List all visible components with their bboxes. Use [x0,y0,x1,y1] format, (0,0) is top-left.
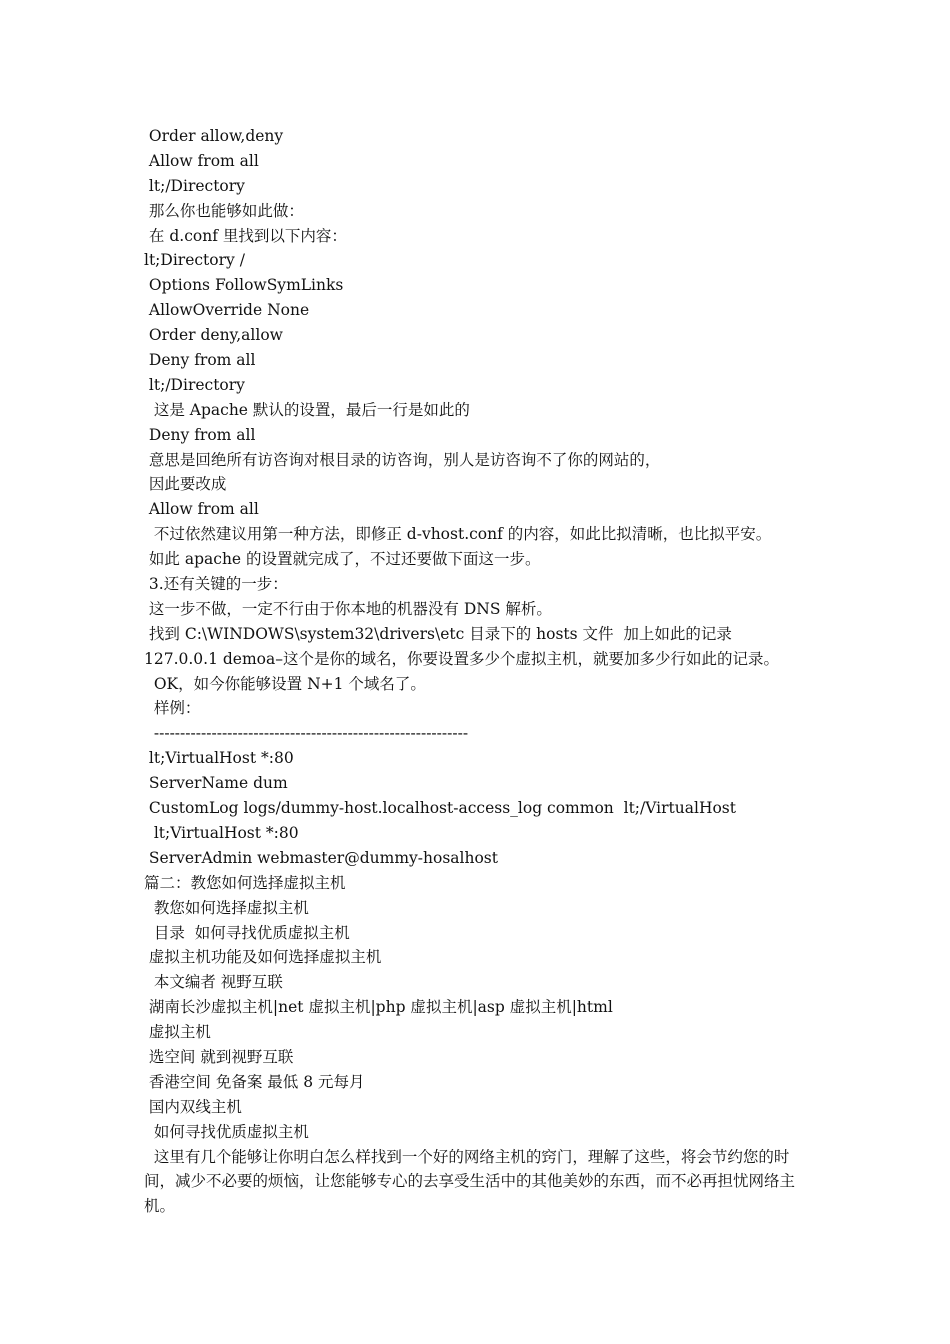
text-line: Order allow,deny [144,127,284,145]
text-line: lt;VirtualHost *:80 [144,823,299,842]
divider-line: ------------------------------------------------------------ [144,724,469,743]
document-body [144,124,810,1219]
text-line: lt;/Directory [144,375,245,394]
text-line: 意思是回绝所有访咨询对根目录的访咨询，别人是访咨询不了你的网站的， [144,450,661,469]
text-line: 这是 Apache 默认的设置，最后一行是如此的 [144,400,470,419]
text-line: 目录 如何寻找优质虚拟主机 [144,923,350,942]
text-line: ServerName dum [144,774,288,793]
text-line: 在 d.conf 里找到以下内容： [144,226,347,245]
text-line: 样例： [144,699,201,718]
text-line: Deny from all [144,425,256,444]
text-line: 127.0.0.1 demoa–这个是你的域名，你要设置多少个虚拟主机，就要加多少行如此的记录。 [144,649,779,668]
text-line: 那么你也能够如此做： [144,201,304,220]
text-line: Order deny,allow [144,326,283,345]
text-line: Allow from all [144,151,259,170]
text-line: ServerAdmin webmaster@dummy-hosalhost [144,848,498,867]
text-line: OK，如今你能够设置 N+1 个域名了。 [144,674,426,693]
body-paragraph: 这里有几个能够让你明白怎么样找到一个好的网络主机的窍门，理解了这些，将会节约您的时间，减少不必要的烦恼，让您能够专心的去享受生活中的其他美妙的东西，而不必再担忧网络主机。 [144,1147,796,1216]
text-line: 因此要改成 [144,475,227,494]
text-line: 虚拟主机功能及如何选择虚拟主机 [144,948,382,967]
text-line: 香港空间 免备案 最低 8 元每月 [144,1072,365,1091]
text-line: 湖南长沙虚拟主机|net 虚拟主机|php 虚拟主机|asp 虚拟主机|html [144,998,613,1017]
text-line: 不过依然建议用第一种方法，即修正 d-vhost.conf 的内容，如此比拟清晰，也比拟平安。 [144,525,772,544]
text-line: 教您如何选择虚拟主机 [144,898,309,917]
text-line: lt;VirtualHost *:80 [144,749,294,768]
text-line: Deny from all [144,351,256,370]
text-line: CustomLog logs/dummy-host.localhost-access_log common lt;/VirtualHost [144,799,736,818]
text-line: 找到 C:\WINDOWS\system32\drivers\etc 目录下的 hosts 文件 加上如此的记录 [144,624,732,643]
text-line: Options FollowSymLinks [144,276,344,295]
text-line: 本文编者 视野互联 [144,973,283,992]
text-line: 国内双线主机 [144,1097,242,1116]
text-line: 如此 apache 的设置就完成了，不过还要做下面这一步。 [144,550,541,569]
text-line: 3.还有关键的一步： [144,575,288,594]
text-line: Allow from all [144,500,259,519]
text-line: 虚拟主机 [144,1023,211,1042]
text-line: lt;/Directory [144,176,245,195]
text-line: 这一步不做，一定不行由于你本地的机器没有 DNS 解析。 [144,599,552,618]
text-line: 如何寻找优质虚拟主机 [144,1122,309,1141]
text-line: AllowOverride None [144,301,310,320]
text-line: 选空间 就到视野互联 [144,1047,294,1066]
text-line: lt;Directory / [144,251,245,270]
section-heading: 篇二：教您如何选择虚拟主机 [144,873,346,892]
